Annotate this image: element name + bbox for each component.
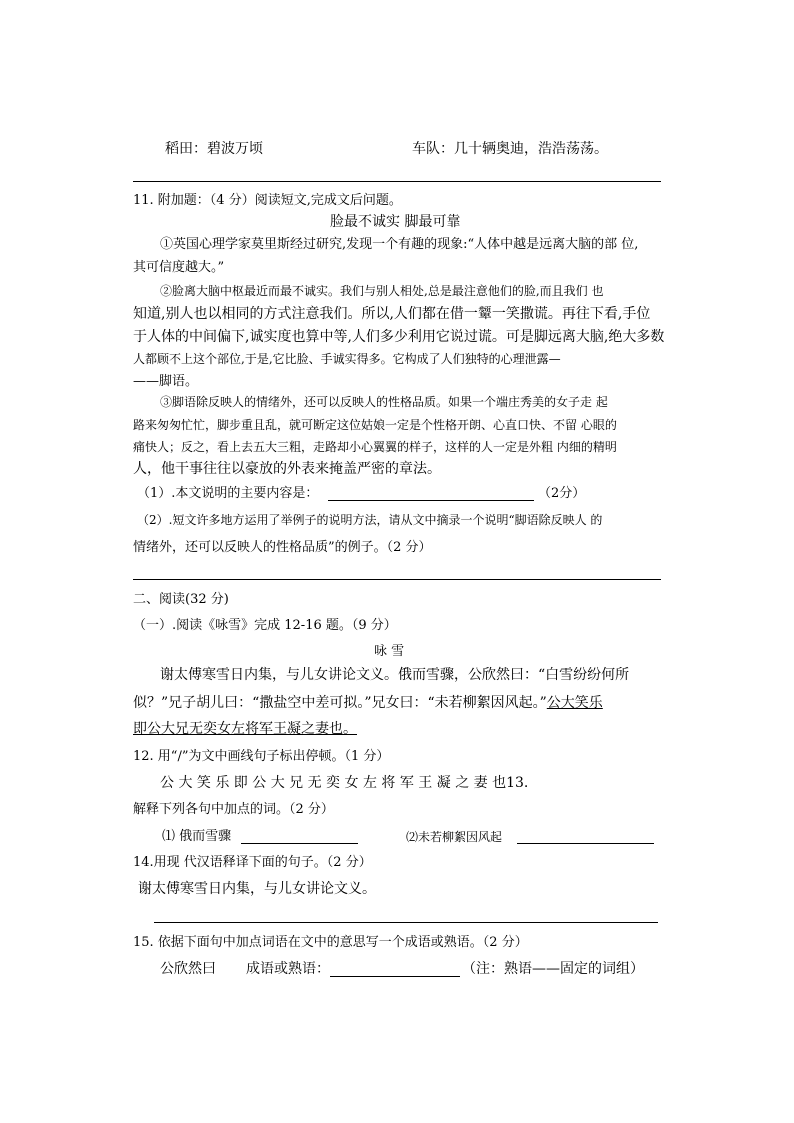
section2-part1-heading: （一）.阅读《咏雪》完成 12-16 题。（9 分） xyxy=(133,618,397,633)
q12-heading: 12. 用“/”为文中画线句子标出停顿。（1 分） xyxy=(133,749,390,764)
q11-sub2-answer-line[interactable] xyxy=(133,579,661,580)
passage-line-text: 似？”兄子胡儿曰：“撒盐空中差可拟。”兄女曰：“未若柳絮因风起。” xyxy=(133,695,547,711)
passage-line: 谢太傅寒雪日内集，与儿女讲论文义。俄而雪骤，公欣然曰：“白雪纷纷何所 xyxy=(160,667,630,683)
q13-heading: 解释下列各句中加点的词。（2 分） xyxy=(133,802,334,817)
q11-para1-line: 其可信度越大。” xyxy=(133,260,225,275)
q11-para3-line: 路来匆匆忙忙，脚步重且乱，就可断定这位姑娘一定是个性格开朗、心直口快、不留 心眼的 xyxy=(133,418,617,432)
q15-note: （注：熟语——固定的词组） xyxy=(462,961,644,977)
poem-title: 咏 雪 xyxy=(374,644,405,659)
q11-para2-line: 知道,别人也以相同的方式注意我们。所以,人们都在借一颦一笑撒谎。再往下看,手位 xyxy=(133,306,651,322)
section2-heading: 二、阅读(32 分) xyxy=(133,592,229,607)
q15-label: 成语或熟语： xyxy=(246,961,330,977)
q15-answer-blank[interactable] xyxy=(330,976,460,977)
q14-sentence: 谢太傅寒雪日内集，与儿女讲论文义。 xyxy=(138,881,376,897)
answer-line xyxy=(133,181,661,182)
passage-line xyxy=(133,696,603,710)
q11-heading: 11. 附加题：（4 分）阅读短文,完成文后问题。 xyxy=(133,193,402,208)
q14-answer-line[interactable] xyxy=(154,922,658,923)
q13-item2-blank[interactable] xyxy=(517,843,654,844)
q11-para2-line: ②脸离大脑中枢最近而最不诚实。我们与别人相处,总是最注意他们的脸,而且我们 也 xyxy=(160,284,604,298)
q11-para3-line: ③脚语除反映人的情绪外，还可以反映人的性格品质。如果一个端庄秀美的女子走 起 xyxy=(160,395,608,409)
top-left-example: 稻田：碧波万顷 xyxy=(165,141,263,157)
q13-item2: ⑵未若柳絮因风起 xyxy=(406,830,503,844)
q11-sub1-score: （2分） xyxy=(538,486,586,501)
underlined-sentence-part: 即公大兄无奕女左将军王凝之妻也。 xyxy=(133,721,357,737)
q11-para2-line: ——脚语。 xyxy=(133,374,199,389)
q15-heading: 15. 依据下面句中加点词语在文中的意思写一个成语或熟语。（2 分） xyxy=(133,935,528,950)
q11-article-title: 脸最不诚实 脚最可靠 xyxy=(330,214,461,230)
q12-sentence: 公 大 笑 乐 即 公 大 兄 无 奕 女 左 将 军 王 凝 之 妻 也13. xyxy=(160,775,529,791)
top-right-example: 车队：几十辆奥迪，浩浩荡荡。 xyxy=(412,141,608,157)
q11-para3-line: 人，他干事往往以豪放的外表来掩盖严密的章法。 xyxy=(133,461,441,477)
q11-sub2-line: （2）.短文许多地方运用了举例子的说明方法，请从文中摘录一个说明“脚语除反映人 的 xyxy=(137,513,603,527)
q11-para2-line: 于人体的中间偏下,诚实度也算中等,人们多少利用它说过谎。可是脚远离大脑,绝大多数 xyxy=(133,329,665,345)
underlined-sentence-part: 公大笑乐 xyxy=(546,695,603,711)
q13-item1-blank[interactable] xyxy=(241,843,358,844)
q11-sub1-prompt: （1）.本文说明的主要内容是： xyxy=(137,486,319,501)
q13-item1: ⑴ 俄而雪骤 xyxy=(162,829,232,844)
q11-para2-line: 人都顾不上这个部位,于是,它比脸、手诚实得多。它构成了人们独特的心理泄露— xyxy=(133,352,561,366)
q11-para3-line: 痛快人；反之，看上去五大三粗，走路却小心翼翼的样子，这样的人一定是外粗 内细的精明 xyxy=(133,440,617,454)
q11-sub1-answer-blank[interactable] xyxy=(328,500,534,501)
q11-para1-line: ①英国心理学家莫里斯经过研究,发现一个有趣的现象:“人体中越是远离大脑的部 位, xyxy=(160,237,639,252)
q11-sub2-line: 情绪外，还可以反映人的性格品质”的例子。（2 分） xyxy=(133,540,432,555)
q15-phrase: 公欣然曰 xyxy=(160,961,216,977)
q14-heading: 14.用现 代汉语释译下面的句子。（2 分） xyxy=(133,855,372,870)
